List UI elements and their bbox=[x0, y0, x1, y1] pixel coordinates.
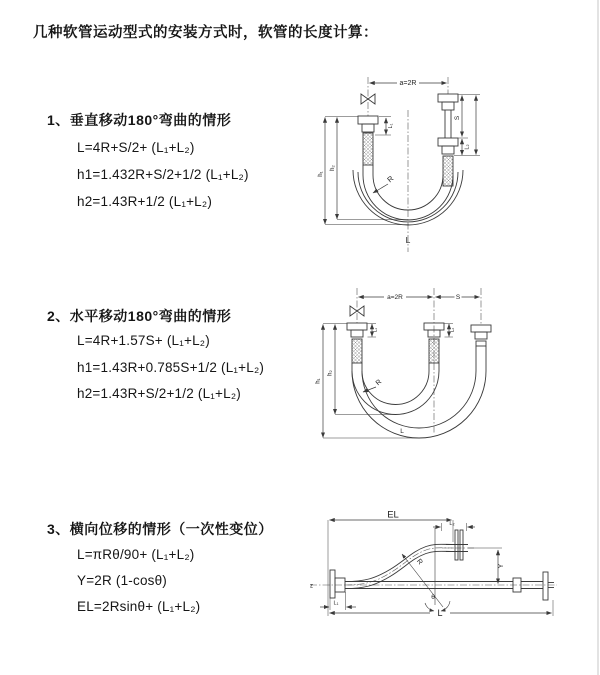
length-label: L bbox=[405, 235, 411, 245]
dim-label-h2: h₂ bbox=[330, 165, 336, 171]
dimension-lines bbox=[325, 83, 476, 224]
section2-heading: 2、水平移动180°弯曲的情形 bbox=[47, 308, 232, 324]
radius-label: R bbox=[385, 173, 396, 185]
section3-formula-L: L=πRθ/90+ (L₁+L₂) bbox=[77, 547, 195, 562]
dim-label-l2: L₂ bbox=[449, 521, 455, 527]
extension-lines bbox=[325, 94, 480, 224]
radius-label: R bbox=[414, 557, 424, 567]
length-label: L bbox=[437, 608, 443, 618]
dim-label-l2: L₂ bbox=[464, 144, 471, 150]
page-title: 几种软管运动型式的安装方式时，软管的长度计算： bbox=[33, 25, 378, 41]
section1-formula-h1: h1=1.432R+S/2+1/2 (L₁+L₂) bbox=[77, 167, 249, 182]
extension-lines bbox=[328, 520, 553, 616]
vertical-bend-diagram bbox=[312, 72, 594, 258]
dim-label-el: EL bbox=[387, 509, 399, 521]
hose-assembly bbox=[347, 306, 491, 438]
section3-heading: 3、横向位移的情形（一次性变位） bbox=[47, 521, 273, 537]
dim-label-l1: L₁ bbox=[372, 327, 379, 333]
dim-label-s: S bbox=[455, 294, 461, 301]
dim-label-a2r: a=2R bbox=[387, 294, 403, 301]
length-label: L bbox=[400, 428, 404, 435]
hose-assembly bbox=[330, 530, 554, 600]
section2-formula-h2: h2=1.43R+S/2+1/2 (L₁+L₂) bbox=[77, 386, 241, 401]
lateral-displacement-diagram bbox=[302, 508, 594, 648]
centerline-mark: z bbox=[310, 583, 313, 590]
dim-label-y: Y bbox=[498, 563, 505, 569]
angle-label: θ bbox=[431, 594, 435, 601]
section2-formula-L: L=4R+1.57S+ (L₁+L₂) bbox=[77, 333, 210, 348]
page-edge bbox=[597, 0, 599, 675]
section1-formula-h2: h2=1.43R+1/2 (L₁+L₂) bbox=[77, 194, 213, 209]
dim-label-h1: h₁ bbox=[318, 171, 324, 177]
section3-formula-Y: Y=2R (1-cosθ) bbox=[77, 573, 168, 588]
dimension-lines bbox=[323, 297, 480, 438]
construction-lines bbox=[402, 528, 450, 611]
centerlines bbox=[368, 77, 448, 252]
dim-label-l1: L₁ bbox=[388, 123, 394, 129]
dim-label-s: S bbox=[454, 115, 461, 121]
section1-heading: 1、垂直移动180°弯曲的情形 bbox=[47, 112, 232, 128]
dimension-lines bbox=[320, 520, 552, 613]
section1-formula-L: L=4R+S/2+ (L₁+L₂) bbox=[77, 140, 195, 155]
dim-label-h2: h₂ bbox=[327, 370, 334, 376]
dim-label-h1: h₁ bbox=[315, 378, 322, 384]
dim-label-a2r: a=2R bbox=[399, 80, 417, 87]
section2-formula-h1: h1=1.43R+0.785S+1/2 (L₁+L₂) bbox=[77, 360, 265, 375]
radius-label: R bbox=[374, 378, 384, 388]
centerlines bbox=[357, 288, 481, 433]
horizontal-bend-diagram bbox=[310, 283, 600, 445]
dim-label-l1: L₁ bbox=[333, 600, 339, 607]
section3-formula-EL: EL=2Rsinθ+ (L₁+L₂) bbox=[77, 599, 201, 614]
dim-label-l2: L₂ bbox=[449, 327, 456, 333]
centerlines bbox=[310, 548, 557, 585]
